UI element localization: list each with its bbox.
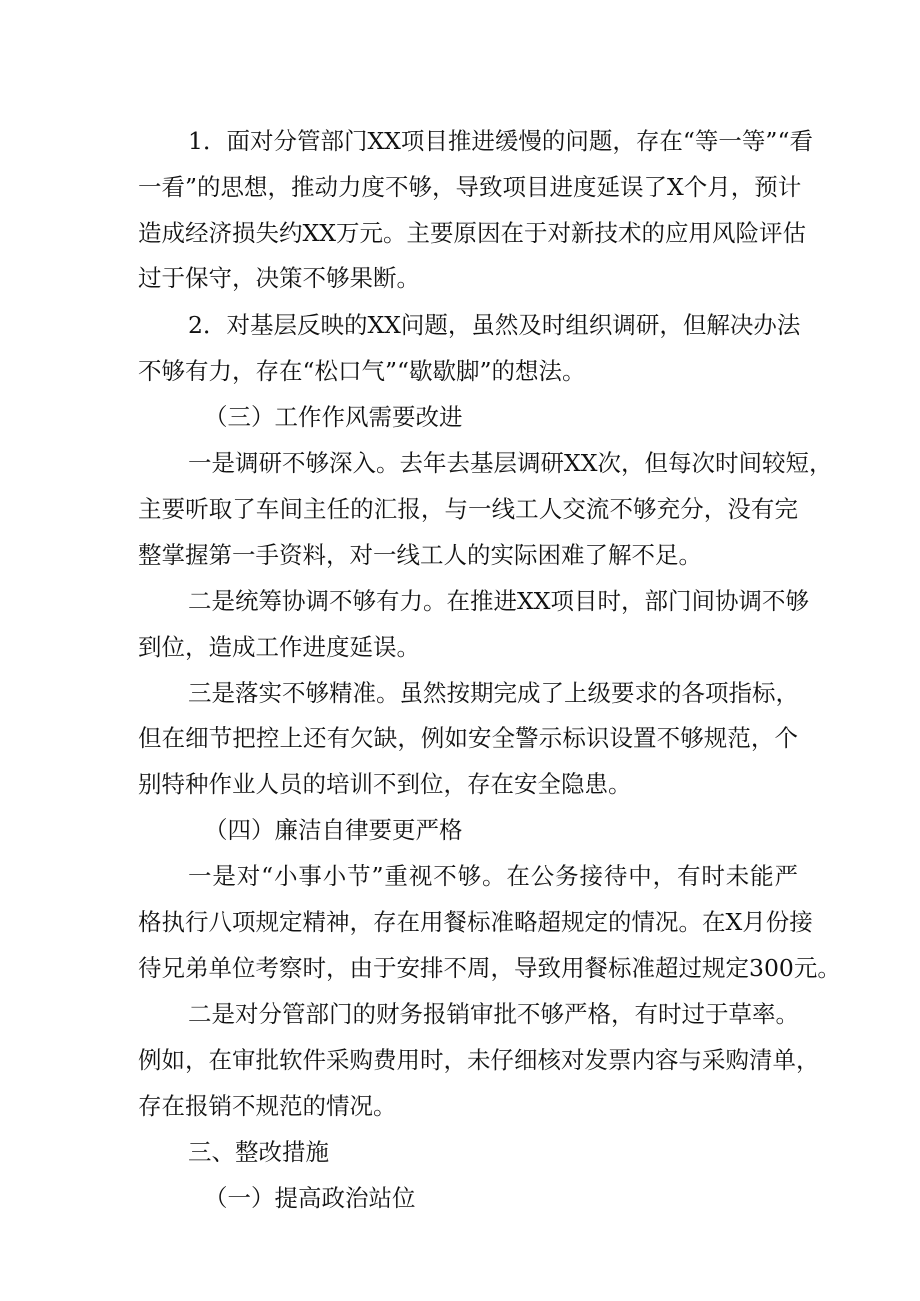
paragraph-3-line-2: 主要听取了车间主任的汇报，与一线工人交流不够充分，没有完 (138, 495, 798, 523)
paragraph-6-line-1: 一是对“小事小节”重视不够。在公务接待中，有时未能严 (188, 862, 798, 890)
section-heading-4: （四）廉洁自律要更严格 (204, 816, 463, 844)
paragraph-7-line-3: 存在报销不规范的情况。 (138, 1092, 397, 1120)
section-heading-1: （一）提高政治站位 (204, 1184, 416, 1212)
paragraph-1-line-4: 过于保守，决策不够果断。 (138, 264, 420, 292)
paragraph-1-line-1: 1．面对分管部门XX项目推进缓慢的问题，存在“等一等”“看 (188, 127, 813, 155)
paragraph-3-line-3: 整掌握第一手资料，对一线工人的实际困难了解不足。 (138, 541, 702, 569)
paragraph-4-line-2: 到位，造成工作进度延误。 (138, 633, 420, 661)
paragraph-4-line-1: 二是统筹协调不够有力。在推进XX项目时，部门间协调不够 (188, 587, 809, 615)
section-heading-3: （三）工作作风需要改进 (204, 403, 463, 431)
paragraph-5-line-2: 但在细节把控上还有欠缺，例如安全警示标识设置不够规范，个 (138, 724, 798, 752)
paragraph-3-line-1: 一是调研不够深入。去年去基层调研XX次，但每次时间较短， (188, 449, 833, 477)
paragraph-2-line-1: 2．对基层反映的XX问题，虽然及时组织调研，但解决办法 (188, 311, 801, 339)
paragraph-2-line-2: 不够有力，存在“松口气”“歇歇脚”的想法。 (138, 357, 586, 385)
paragraph-1-line-3: 造成经济损失约XX万元。主要原因在于对新技术的应用风险评估 (138, 219, 806, 247)
paragraph-7-line-2: 例如，在审批软件采购费用时，未仔细核对发票内容与采购清单， (138, 1046, 820, 1074)
chapter-heading-3: 三、整改措施 (188, 1138, 329, 1166)
paragraph-5-line-1: 三是落实不够精准。虽然按期完成了上级要求的各项指标， (188, 679, 799, 707)
paragraph-6-line-2: 格执行八项规定精神，存在用餐标准略超规定的情况。在X月份接 (138, 908, 813, 936)
paragraph-5-line-3: 别特种作业人员的培训不到位，存在安全隐患。 (138, 770, 632, 798)
paragraph-1-line-2: 一看”的思想，推动力度不够，导致项目进度延误了X个月，预计 (138, 173, 802, 201)
paragraph-6-line-3: 待兄弟单位考察时，由于安排不周，导致用餐标准超过规定300元。 (138, 954, 841, 982)
paragraph-7-line-1: 二是对分管部门的财务报销审批不够严格，有时过于草率。 (188, 1000, 799, 1028)
